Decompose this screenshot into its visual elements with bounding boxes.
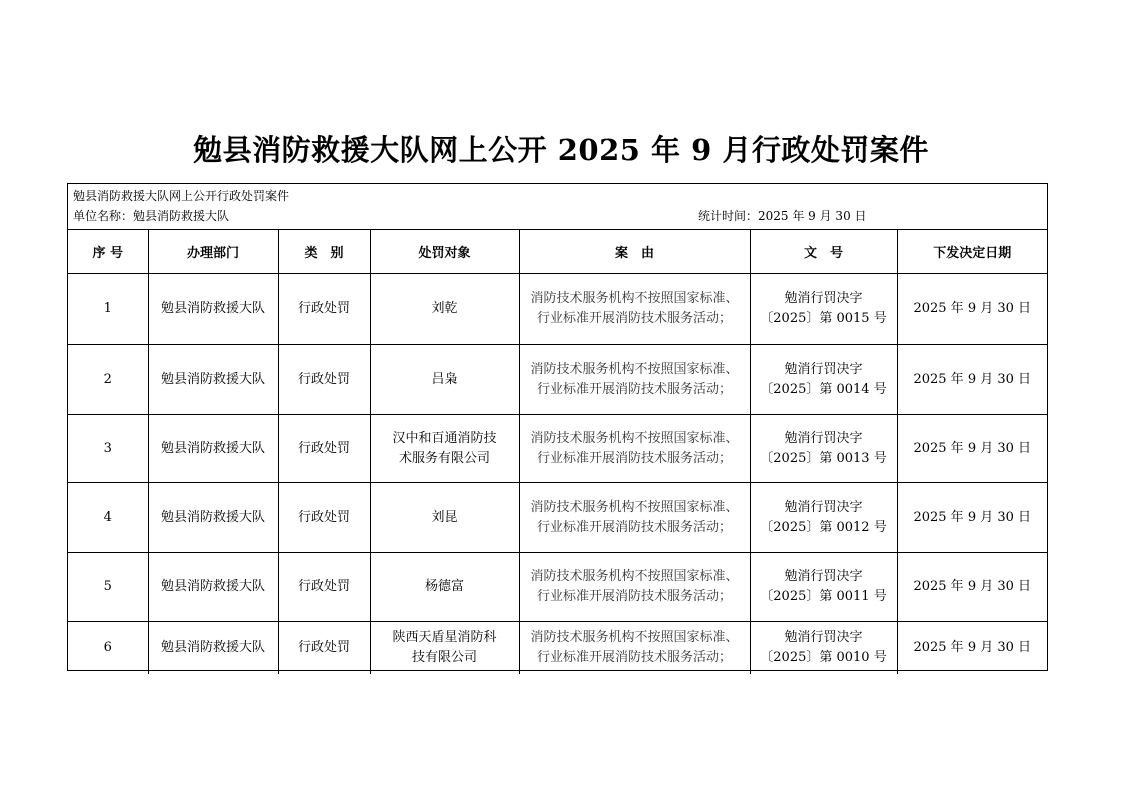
table-row (68, 415, 1047, 483)
cell-date: 2025 年 9 月 30 日 (897, 622, 1047, 674)
cell-target (370, 483, 519, 553)
cell-target (370, 274, 519, 345)
cell-no: 1 (68, 274, 148, 345)
cell-doc-no-line: 勉消行罚决字 (784, 499, 863, 515)
cell-reason (519, 483, 750, 553)
cell-reason (519, 553, 750, 622)
cell-date: 2025 年 9 月 30 日 (897, 483, 1047, 553)
cell-target-line: 陕西天盾星消防科 (392, 629, 497, 645)
cell-reason (519, 415, 750, 483)
column-header-reason: 案 由 (519, 230, 750, 274)
cell-target (370, 553, 519, 622)
cell-date: 2025 年 9 月 30 日 (897, 553, 1047, 622)
cell-reason (519, 274, 750, 345)
cell-doc-no-line: 勉消行罚决字 (784, 629, 863, 645)
cell-doc-no-line: 〔2025〕第 0013 号 (760, 450, 887, 466)
cell-no: 4 (68, 483, 148, 553)
cell-no: 3 (68, 415, 148, 483)
cell-target-line: 刘乾 (431, 301, 458, 316)
cell-reason-line: 消防技术服务机构不按照国家标准、 (530, 629, 739, 645)
cell-reason-line: 消防技术服务机构不按照国家标准、 (530, 569, 739, 584)
cell-target-line: 术服务有限公司 (398, 450, 490, 466)
cell-reason-line: 行业标准开展消防技术服务活动； (536, 311, 732, 326)
cell-date: 2025 年 9 月 30 日 (897, 345, 1047, 415)
cell-date: 2025 年 9 月 30 日 (897, 415, 1047, 483)
cell-reason-line: 消防技术服务机构不按照国家标准、 (530, 361, 739, 377)
table-subtitle: 勉县消防救援大队网上公开行政处罚案件 (73, 189, 290, 203)
cell-doc-no (750, 415, 897, 483)
cell-reason-line: 消防技术服务机构不按照国家标准、 (530, 291, 739, 306)
column-header-no: 序 号 (68, 230, 148, 274)
cell-reason-line: 行业标准开展消防技术服务活动； (536, 589, 732, 604)
cell-type: 行政处罚 (278, 622, 370, 674)
stat-time: 统计时间：2025 年 9 月 30 日 (698, 209, 867, 223)
cell-reason-line: 行业标准开展消防技术服务活动； (536, 450, 732, 466)
cell-dept: 勉县消防救援大队 (148, 553, 278, 622)
column-header-type: 类 别 (278, 230, 370, 274)
cell-reason-line: 行业标准开展消防技术服务活动； (536, 519, 732, 535)
table-row (68, 622, 1047, 674)
cell-reason-line: 行业标准开展消防技术服务活动； (536, 381, 732, 397)
table-info-header (68, 184, 1047, 230)
cell-target-line: 汉中和百通消防技 (392, 430, 497, 446)
cell-target (370, 345, 519, 415)
cell-type: 行政处罚 (278, 274, 370, 345)
cell-dept: 勉县消防救援大队 (148, 415, 278, 483)
table-header-row (68, 230, 1047, 274)
cell-target (370, 415, 519, 483)
cell-no: 2 (68, 345, 148, 415)
cell-doc-no (750, 622, 897, 674)
cell-type: 行政处罚 (278, 415, 370, 483)
cell-target-line: 杨德富 (424, 579, 464, 594)
cell-doc-no-line: 〔2025〕第 0010 号 (760, 649, 887, 665)
cell-reason-line: 消防技术服务机构不按照国家标准、 (530, 430, 739, 446)
cell-no: 5 (68, 553, 148, 622)
cell-date: 2025 年 9 月 30 日 (897, 274, 1047, 345)
column-header-dept: 办理部门 (148, 230, 278, 274)
cell-reason (519, 622, 750, 674)
cell-target-line: 刘昆 (431, 509, 458, 525)
cell-doc-no-line: 〔2025〕第 0011 号 (760, 589, 887, 604)
cell-doc-no (750, 483, 897, 553)
cell-target-line: 技有限公司 (411, 649, 477, 665)
cell-dept: 勉县消防救援大队 (148, 483, 278, 553)
table-row (68, 274, 1047, 345)
penalty-table (68, 229, 1047, 674)
penalty-table-frame (67, 183, 1048, 671)
cell-type: 行政处罚 (278, 483, 370, 553)
cell-no: 6 (68, 622, 148, 674)
cell-doc-no (750, 345, 897, 415)
cell-target (370, 622, 519, 674)
cell-doc-no-line: 勉消行罚决字 (784, 361, 863, 377)
cell-doc-no-line: 勉消行罚决字 (784, 291, 863, 306)
cell-doc-no-line: 勉消行罚决字 (784, 569, 863, 584)
table-row (68, 483, 1047, 553)
cell-doc-no (750, 274, 897, 345)
cell-doc-no-line: 〔2025〕第 0012 号 (760, 519, 887, 535)
unit-name: 单位名称：勉县消防救援大队 (73, 209, 230, 223)
cell-doc-no (750, 553, 897, 622)
cell-target-line: 吕枭 (431, 371, 458, 387)
table-row (68, 553, 1047, 622)
table-row (68, 345, 1047, 415)
column-header-doc-no: 文 号 (750, 230, 897, 274)
cell-dept: 勉县消防救援大队 (148, 274, 278, 345)
cell-type: 行政处罚 (278, 553, 370, 622)
cell-type: 行政处罚 (278, 345, 370, 415)
cell-doc-no-line: 〔2025〕第 0014 号 (760, 381, 887, 397)
column-header-target: 处罚对象 (370, 230, 519, 274)
cell-doc-no-line: 勉消行罚决字 (784, 430, 863, 446)
cell-reason-line: 消防技术服务机构不按照国家标准、 (530, 499, 739, 515)
column-header-date: 下发决定日期 (897, 230, 1047, 274)
cell-reason-line: 行业标准开展消防技术服务活动； (536, 649, 732, 665)
page-title: 勉县消防救援大队网上公开 2025 年 9 月行政处罚案件 (193, 133, 929, 167)
cell-dept: 勉县消防救援大队 (148, 622, 278, 674)
cell-dept: 勉县消防救援大队 (148, 345, 278, 415)
cell-reason (519, 345, 750, 415)
cell-doc-no-line: 〔2025〕第 0015 号 (760, 311, 887, 326)
